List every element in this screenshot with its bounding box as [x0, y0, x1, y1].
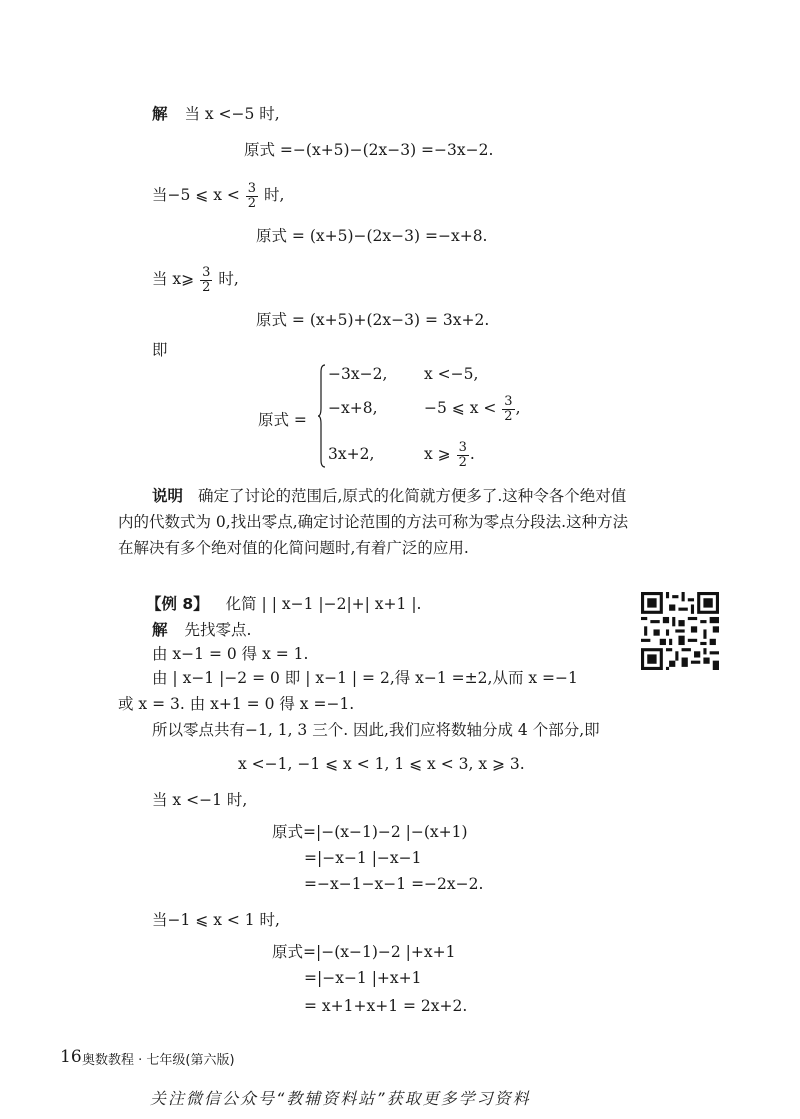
fraction-numerator: 3 — [247, 180, 257, 196]
example-8-case-1-intro: 当 x <−1 时, — [152, 791, 248, 809]
book-title: 奥数教程 · 七年级(第六版) — [82, 1053, 235, 1068]
example-8-case-1-eq-3: =−x−1−x−1 =−2x−2. — [304, 875, 484, 893]
case2-equation: 原式 = (x+5)−(2x−3) =−x+8. — [256, 227, 488, 245]
example-8-line-2: 由 | x−1 |−2 = 0 即 | x−1 | = 2,得 x−1 =±2,从而 x =−1 — [152, 669, 578, 687]
case2-intro-line — [152, 178, 284, 212]
example-8-line-4: 所以零点共有−1, 1, 3 三个. 因此,我们应将数轴分成 4 个部分,即 — [152, 721, 600, 739]
example-8-intervals: x <−1, −1 ⩽ x < 1, 1 ⩽ x < 3, x ⩾ 3. — [238, 755, 525, 773]
example-8-case-1-eq-1: 原式=|−(x−1)−2 |−(x+1) — [272, 823, 468, 841]
note-line-3: 在解决有多个绝对值的化简问题时,有着广泛的应用. — [118, 539, 469, 557]
example-8-solution-line — [152, 620, 251, 640]
fraction-denominator: 2 — [202, 279, 211, 295]
case1-intro-line — [152, 104, 280, 124]
case3-intro-b: 时, — [218, 270, 239, 288]
fraction-numerator: 3 — [458, 439, 467, 455]
example-8-label: 【例 8】 — [146, 595, 209, 613]
example-8-case-2-eq-2: =|−x−1 |+x+1 — [304, 969, 422, 987]
case3-equation: 原式 = (x+5)+(2x−3) = 3x+2. — [256, 311, 490, 329]
case2-fraction — [246, 182, 258, 211]
note-line-2: 内的代数式为 0,找出零点,确定讨论范围的方法可称为零点分段法.这种方法 — [118, 513, 629, 531]
pw3-cond-a: x ⩾ — [424, 445, 451, 463]
piecewise-row-3-cond — [424, 436, 475, 472]
example-8-solution-intro: 先找零点. — [184, 621, 252, 639]
curly-brace-icon — [318, 364, 326, 468]
case3-intro-a: 当 x⩾ — [152, 270, 195, 288]
piecewise-row-1-cond: x <−5, — [424, 365, 479, 383]
pw3-fraction — [457, 441, 469, 470]
promo-banner: 关注微信公众号“教辅资料站”获取更多学习资料 — [150, 1089, 531, 1108]
example-8-case-2-eq-3: = x+1+x+1 = 2x+2. — [304, 997, 468, 1015]
note-label: 说明 — [152, 487, 184, 505]
case1-intro: 当 x <−5 时, — [184, 105, 280, 123]
example-8-case-2-eq-1: 原式=|−(x−1)−2 |+x+1 — [272, 943, 456, 961]
fraction-denominator: 2 — [504, 408, 513, 424]
piecewise-row-2-expr: −x+8, — [328, 399, 378, 417]
note-text-1: 确定了讨论的范围后,原式的化简就方便多了.这种令各个绝对值 — [197, 487, 627, 505]
pw2-cond-b: , — [515, 399, 521, 417]
fraction-denominator: 2 — [458, 454, 467, 470]
case3-intro-line — [152, 262, 239, 296]
fraction-denominator: 2 — [247, 195, 257, 211]
example-8-case-1-eq-2: =|−x−1 |−x−1 — [304, 849, 422, 867]
example-8-problem: 化简 | | x−1 |−2|+| x+1 |. — [225, 595, 422, 613]
ji-label: 即 — [152, 341, 168, 359]
piecewise-lhs: 原式 = — [258, 411, 307, 429]
example-8-line-1: 由 x−1 = 0 得 x = 1. — [152, 645, 309, 663]
piecewise-row-2-cond — [424, 390, 521, 426]
note-line-1 — [152, 486, 626, 506]
case2-intro-b: 时, — [264, 186, 285, 204]
fraction-numerator: 3 — [504, 393, 513, 409]
example-8-solution-label: 解 — [152, 621, 168, 639]
fraction-numerator: 3 — [202, 264, 211, 280]
pw3-cond-b: . — [469, 445, 475, 463]
solution-label: 解 — [152, 105, 168, 123]
case3-fraction — [200, 266, 212, 295]
pw2-fraction — [502, 395, 514, 424]
pw2-cond-a: −5 ⩽ x < — [424, 399, 497, 417]
example-8-header — [146, 594, 421, 614]
piecewise-row-3-expr: 3x+2, — [328, 445, 375, 463]
case1-equation: 原式 =−(x+5)−(2x−3) =−3x−2. — [244, 141, 494, 159]
qr-code-icon — [640, 592, 720, 670]
example-8-case-2-intro: 当−1 ⩽ x < 1 时, — [152, 911, 280, 929]
case2-intro-a: 当−5 ⩽ x < — [152, 186, 240, 204]
piecewise-row-1-expr: −3x−2, — [328, 365, 388, 383]
page-number: 16 — [60, 1047, 82, 1067]
example-8-line-3: 或 x = 3. 由 x+1 = 0 得 x =−1. — [118, 695, 355, 713]
